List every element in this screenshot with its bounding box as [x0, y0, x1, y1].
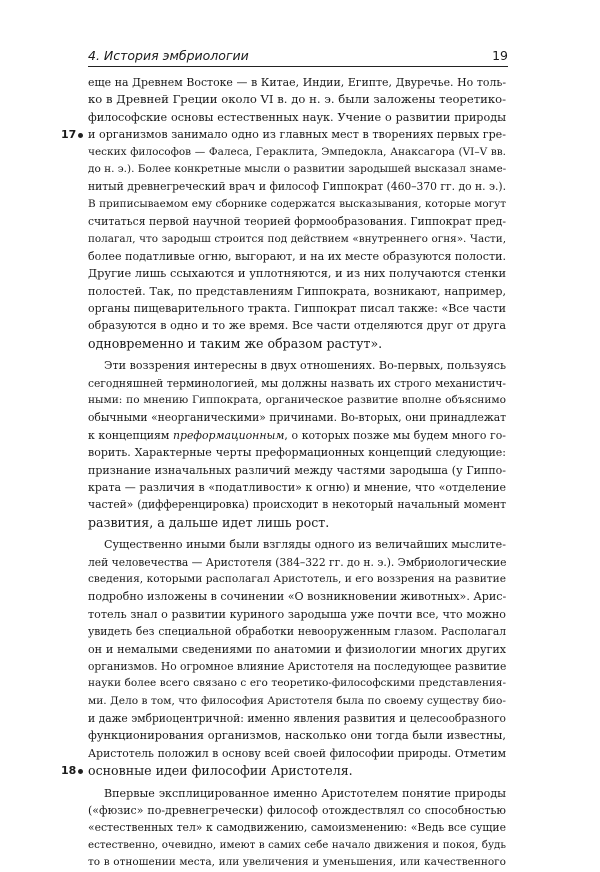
text-line: до н. э.). Более конкретные мысли о развитии зародышей высказал знаме-: [88, 162, 507, 175]
text-fragment: к концепциям: [88, 428, 173, 442]
text-line: ми. Дело в том, что философия Аристотеля была по своему существу био-: [88, 694, 506, 707]
text-line: образуются в одно и то же время. Все части отделяются друг от друга: [88, 319, 506, 333]
text-line: еще на Древнем Востоке — в Китае, Индии, Египте, Двуречье. Но толь-: [88, 76, 506, 89]
margin-marker-17: [61, 126, 83, 143]
text-line: функционирования организмов, насколько они тогда были известны,: [88, 729, 506, 743]
text-line: Эти воззрения интересны в двух отношениях. Во-первых, пользуясь: [104, 359, 506, 373]
text-line: сегодняшней терминологией, мы должны назвать их строго механистич-: [88, 376, 506, 390]
paragraph-1: [61, 74, 507, 352]
text-line-with-marker: [61, 126, 506, 143]
text-line: Впервые эксплицированное именно Аристотелем понятие природы: [104, 786, 506, 800]
text-line: лей человечества — Аристотеля (384–322 гг. до н. э.). Эмбриологические: [88, 555, 507, 569]
text-line: сведения, которыми располагал Аристотель, и его воззрения на развитие: [88, 572, 506, 585]
text-line: увидеть без специальной обработки невооруженным глазом. Располагал: [88, 625, 506, 639]
italic-term: преформационным: [173, 428, 285, 442]
text-line-with-marker: [61, 762, 506, 779]
text-line: и организмов занимало одно из главных мест в творениях первых гре-: [88, 128, 506, 142]
text-line: то в отношении места, или увеличения и уменьшения, или качественного: [88, 856, 506, 869]
text-line: Аристотель положил в основу всей своей философии природы. Отметим: [88, 746, 506, 760]
text-line: Другие лишь ссыхаются и уплотняются, и из них получаются стенки: [88, 267, 506, 281]
text-line: основные идеи философии Аристотеля.: [88, 763, 353, 779]
text-line: частей» (дифференцировка) происходит в некоторый начальный момент: [88, 498, 506, 512]
paragraph-3: [61, 536, 507, 779]
body-text: [61, 74, 507, 872]
text-line: В приписываемом ему сборнике содержатся высказывания, которые могут: [88, 197, 506, 210]
bullet-dot-icon: [78, 133, 83, 138]
text-line: Существенно иными были взгляды одного из величайших мыслите-: [104, 538, 506, 552]
text-line: тотель знал о развитии куриного зародыша уже почти все, что можно: [88, 607, 506, 621]
running-head: [88, 43, 508, 63]
text-line: философские основы естественных наук. Учение о развитии природы: [88, 110, 506, 124]
text-line: ко в Древней Греции около VI в. до н. э. были заложены теоретико-: [88, 92, 506, 107]
text-line: полагал, что зародыш строится под действием «внутреннего огня». Части,: [88, 232, 506, 245]
text-line: развития, а дальше идет лишь рост.: [88, 514, 330, 530]
bullet-dot-icon: [78, 769, 83, 774]
text-line: признание изначальных различий между частями зародыша (у Гиппо-: [88, 463, 506, 477]
text-line: («фюзис» по-древнегречески) философ отождествлял со способностью: [88, 804, 506, 818]
margin-marker-18: [61, 762, 83, 779]
chapter-title: 4. История эмбриологии: [88, 48, 249, 63]
text-line: полостей. Так, по представлениям Гиппократа, возникают, например,: [88, 284, 506, 298]
text-line: подробно изложены в сочинении «О возникновении животных». Арис-: [88, 590, 507, 604]
text-line: крата — различия в «податливости» к огню) и мнение, что «отделение: [88, 480, 506, 494]
text-line: считаться первой научной теорией формообразования. Гиппократ пред-: [88, 215, 506, 229]
text-line: организмов. Но огромное влияние Аристотеля на последующее развитие: [88, 659, 507, 673]
text-line: нитый древнегреческий врач и философ Гиппократ (460–370 гг. до н. э.).: [88, 180, 506, 194]
text-line-italic-term: [88, 427, 506, 444]
paragraph-2: [88, 357, 506, 531]
header-rule: [88, 66, 508, 67]
text-line: он и немалыми сведениями по анатомии и физиологии многих других: [88, 642, 506, 656]
text-line: естественно, очевидно, имеют в самих себе начало движения и покоя, будь: [88, 838, 506, 851]
text-line: обычными «неорганическими» причинами. Во-вторых, они принадлежат: [88, 411, 506, 425]
text-line: органы пищеварительного тракта. Гиппократ писал также: «Все части: [88, 302, 506, 316]
text-line: «естественных тел» к самодвижению, самоизменению: «Ведь все сущие: [88, 821, 506, 835]
paragraph-4: [88, 785, 506, 872]
text-line: одновременно и таким же образом растут».: [88, 335, 383, 351]
text-line: и даже эмбриоцентричной: именно явления развития и целесообразного: [88, 712, 506, 726]
text-line: более податливые огню, выгорают, и на их месте образуются полости.: [88, 249, 506, 263]
margin-marker-number: 17: [61, 128, 77, 142]
text-line: ными: по мнению Гиппократа, органическое развитие вполне объяснимо: [88, 394, 506, 407]
page-number: 19: [492, 48, 508, 63]
text-line: ворить. Характерные черты преформационных концепций следующие:: [88, 446, 506, 460]
text-line: науки более всего связано с его теоретико-философскими представления-: [88, 677, 506, 690]
text-line: ческих философов — Фалеса, Гераклита, Эмпедокла, Анаксагора (VI–V вв.: [88, 145, 506, 158]
margin-marker-number: 18: [61, 764, 77, 778]
text-fragment: , о которых позже мы будем много го-: [284, 428, 506, 442]
